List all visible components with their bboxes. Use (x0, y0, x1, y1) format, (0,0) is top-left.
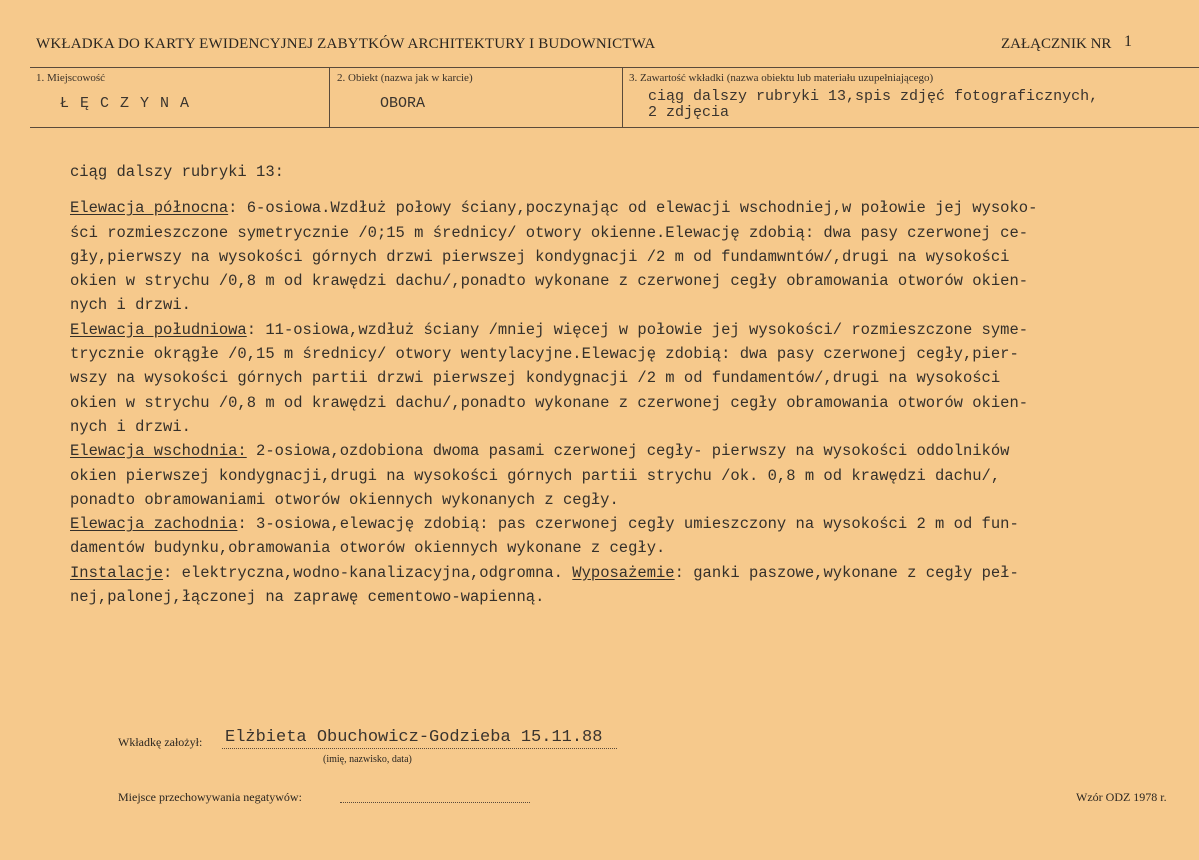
field-divider (622, 67, 623, 127)
west-line: damentów budynku,obramowania otworów okiennych wykonane z cegły. (70, 539, 666, 558)
annex-label: ZAŁĄCZNIK NR (1001, 36, 1112, 52)
south-heading: Elewacja południowa (70, 320, 247, 339)
south-line: okien w strychu /0,8 m od krawędzi dachu/,ponadto wykonane z czerwonej cegły obramowania otworów okien- (70, 393, 1029, 412)
contents-label: 3. Zawartość wkładki (nazwa obiektu lub materiału uzupełniającego) (629, 72, 934, 84)
author-value: Elżbieta Obuchowicz-Godzieba 15.11.88 (225, 728, 603, 747)
east-line: ponadto obramowaniami otworów okiennych wykonanych z cegły. (70, 490, 619, 509)
north-line: nych i drzwi. (70, 296, 191, 315)
installations-line: nej,palonej,łączonej na zaprawę cementowo-wapienną. (70, 588, 545, 607)
north-line: ści rozmieszczone symetrycznie /0;15 m średnicy/ otwory okienne.Elewację zdobią: dwa pasy czerwonej ce- (70, 223, 1029, 242)
north-heading: Elewacja północna (70, 199, 229, 218)
annex-number: 1 (1124, 33, 1132, 50)
west-heading: Elewacja zachodnia (70, 515, 238, 534)
south-line: Elewacja południowa: 11-osiowa,wzdłuż ściany /mniej więcej w połowie jej wysokości/ rozmieszczone syme- (70, 320, 1029, 339)
south-line: trycznie okrągłe /0,15 m średnicy/ otwory wentylacyjne.Elewację zdobią: dwa pasy czerwonej cegły,pier- (70, 345, 1019, 364)
header-bottom-rule (30, 127, 1199, 128)
author-dotted-line (222, 748, 617, 749)
west-line: Elewacja zachodnia: 3-osiowa,elewację zdobią: pas czerwonej cegły umieszczony na wysokości 2 m od fun- (70, 515, 1019, 534)
author-label: Wkładkę założył: (118, 735, 203, 749)
east-line: okien pierwszej kondygnacji,drugi na wysokości górnych partii strychu /ok. 0,8 m od krawędzi dachu/, (70, 466, 1001, 485)
installations-heading: Instalacje (70, 563, 164, 582)
east-line: Elewacja wschodnia: 2-osiowa,ozdobiona dwoma pasami czerwonej cegły- pierwszy na wysokości oddolników (70, 442, 1010, 461)
intro-line: ciąg dalszy rubryki 13: (70, 163, 284, 181)
south-line: nych i drzwi. (70, 417, 191, 436)
author-hint: (imię, nazwisko, data) (323, 754, 412, 765)
typed-body (70, 160, 1037, 609)
locality-label: 1. Miejscowość (36, 72, 106, 84)
equipment-heading: Wyposażemie (572, 563, 675, 582)
north-line: Elewacja północna: 6-osiowa.Wzdłuż połowy ściany,poczynając od elewacji wschodniej,w połowie jej wysoko- (70, 199, 1038, 218)
negatives-dotted-line (340, 802, 530, 803)
north-line: gły,pierwszy na wysokości górnych drzwi pierwszej kondygnacji /2 m od fundamwntów/,drugi na wysokości (70, 247, 1010, 266)
form-version: Wzór ODZ 1978 r. (1076, 790, 1167, 804)
contents-value-line2: 2 zdjęcia (648, 104, 730, 121)
south-line: wszy na wysokości górnych partii drzwi pierwszej kondygnacji /2 m od fundamentów/,drugi na wysokości (70, 369, 1001, 388)
document-title: WKŁADKA DO KARTY EWIDENCYJNEJ ZABYTKÓW ARCHITEKTURY I BUDOWNICTWA (36, 36, 656, 52)
north-line: okien w strychu /0,8 m od krawędzi dachu/,ponadto wykonane z czerwonej cegły obramowania otworów okien- (70, 272, 1029, 291)
object-value: OBORA (380, 95, 426, 112)
negatives-label: Miejsce przechowywania negatywów: (118, 790, 302, 804)
field-divider (329, 67, 330, 127)
east-heading: Elewacja wschodnia: (70, 442, 247, 461)
header-top-rule (30, 67, 1199, 68)
installations-line: Instalacje: elektryczna,wodno-kanalizacyjna,odgromna. Wyposażemie: ganki paszowe,wykonane z cegły peł- (70, 563, 1019, 582)
object-label: 2. Obiekt (nazwa jak w karcie) (337, 72, 473, 84)
contents-value-line1: ciąg dalszy rubryki 13,spis zdjęć fotograficznych, (648, 88, 1099, 105)
locality-value: Ł Ę C Z Y N A (60, 95, 191, 112)
